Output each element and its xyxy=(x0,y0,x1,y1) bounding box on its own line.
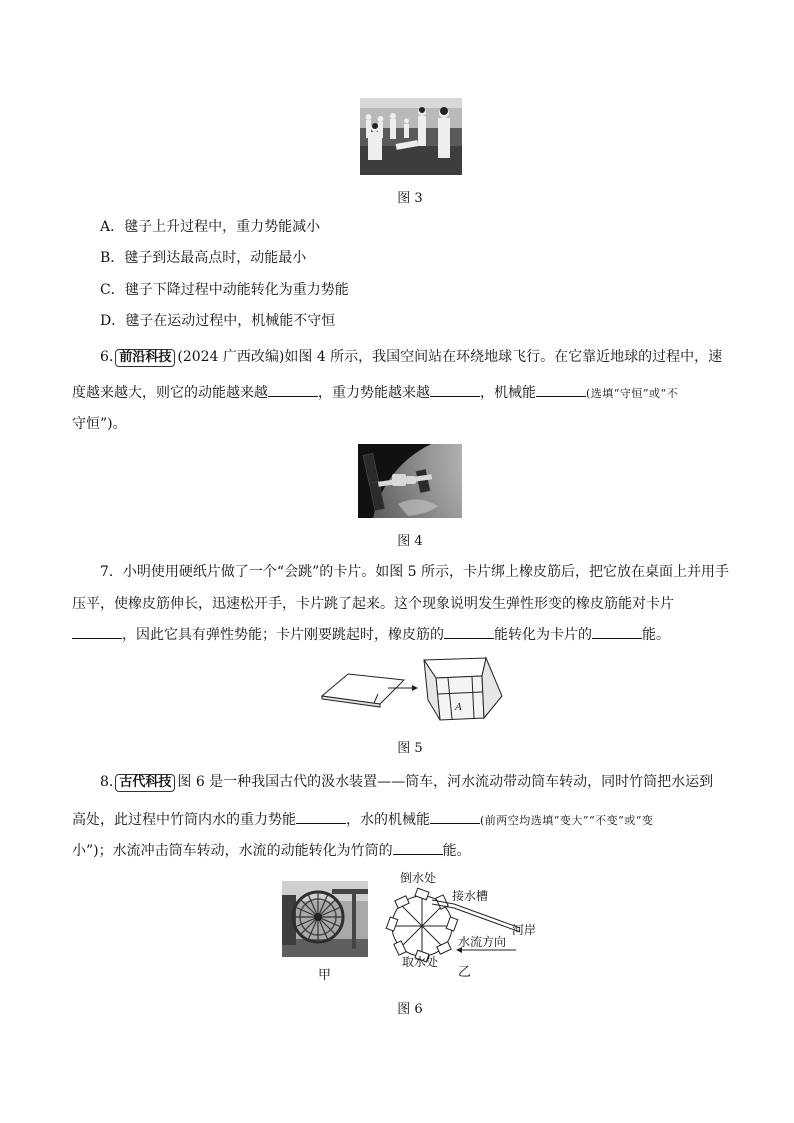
q6-line1-text: (2024 广西改编)如图 4 所示，我国空间站在环绕地球飞行。在它靠近地球的过程中，速 xyxy=(177,349,723,365)
option-d: D．毽子在运动过程中，机械能不守恒 xyxy=(100,313,336,329)
q8-line3b: 能。 xyxy=(442,843,471,859)
q6-blank-1[interactable] xyxy=(268,383,318,397)
q8-line3a: 小”)；水流冲击筒车转动，水流的动能转化为竹筒的 xyxy=(72,843,393,859)
figure6-label-yi: 乙 xyxy=(458,965,472,980)
q6-line1 xyxy=(100,347,722,367)
q7-blank-2[interactable] xyxy=(444,625,494,639)
figure5-label-a: A xyxy=(455,701,462,713)
q7-line3 xyxy=(72,625,670,645)
q8-line1-text: 图 6 是一种我国古代的汲水装置——筒车，河水流动带动筒车转动，同时竹筒把水运到 xyxy=(177,774,714,790)
q6-line2a: 度越来越大，则它的动能越来越 xyxy=(72,385,268,401)
figure3-caption: 图 3 xyxy=(397,191,423,206)
q6-line2b: ，重力势能越来越 xyxy=(318,385,430,401)
q8-line3 xyxy=(72,841,471,861)
figure4-caption: 图 4 xyxy=(397,534,423,549)
q8-blank-3[interactable] xyxy=(393,841,443,855)
q8-line2a: 高处，此过程中竹筒内水的重力势能 xyxy=(72,812,296,828)
q8-blank-1[interactable] xyxy=(296,810,346,824)
figure6-caption: 图 6 xyxy=(397,1002,423,1017)
q6-tag: 前沿科技 xyxy=(115,349,175,367)
figure5-diagram xyxy=(316,654,516,726)
figure5-caption: 图 5 xyxy=(397,741,423,756)
figure6-take-label: 取水处 xyxy=(402,955,439,969)
figure6-photo-jia xyxy=(282,881,368,957)
figure4-photo xyxy=(358,444,462,518)
q6-line2 xyxy=(72,383,678,404)
figure6-flow-label: 水流方向 xyxy=(458,935,507,949)
q8-tag: 古代科技 xyxy=(115,774,175,792)
q8-line2c: (前两空均选填“变大”“不变”或“变 xyxy=(480,814,654,827)
q6-line3: 守恒”)。 xyxy=(72,416,127,432)
q8-line2b: ，水的机械能 xyxy=(346,812,430,828)
figure6-diagram-yi xyxy=(380,870,550,982)
q6-blank-3[interactable] xyxy=(536,383,586,397)
q7-line3a: ，因此它具有弹性势能；卡片刚要跳起时，橡皮筋的 xyxy=(122,627,444,643)
q8-line2 xyxy=(72,810,653,831)
q6-line2d: (选填“守恒”或“不 xyxy=(586,387,679,400)
q6-number: 6. xyxy=(100,349,114,365)
q7-line1: 7．小明使用硬纸片做了一个“会跳”的卡片。如图 5 所示，卡片绑上橡皮筋后，把它放在桌面上并用手 xyxy=(100,564,730,580)
option-c: C．毽子下降过程中动能转化为重力势能 xyxy=(100,282,349,298)
figure6-trough-label: 接水槽 xyxy=(452,889,489,903)
figure6-bank-label: 河岸 xyxy=(512,923,537,937)
q8-line1 xyxy=(100,772,713,792)
q7-line2: 压平，使橡皮筋伸长，迅速松开手，卡片跳了起来。这个现象说明发生弹性形变的橡皮筋能对卡片 xyxy=(72,596,674,612)
figure6-pour-label: 倒水处 xyxy=(400,871,437,885)
q8-number: 8. xyxy=(100,774,114,790)
q7-line3c: 能。 xyxy=(642,627,670,643)
q6-line2c: ，机械能 xyxy=(480,385,536,401)
q6-blank-2[interactable] xyxy=(430,383,480,397)
option-b: B．毽子到达最高点时，动能最小 xyxy=(100,250,307,266)
q7-blank-3[interactable] xyxy=(592,625,642,639)
q7-line3b: 能转化为卡片的 xyxy=(494,627,592,643)
q8-blank-2[interactable] xyxy=(430,810,480,824)
option-a: A．毽子上升过程中，重力势能减小 xyxy=(100,219,321,235)
q7-blank-1[interactable] xyxy=(72,625,122,639)
figure3-photo xyxy=(360,98,462,175)
figure6-label-jia: 甲 xyxy=(318,968,332,983)
